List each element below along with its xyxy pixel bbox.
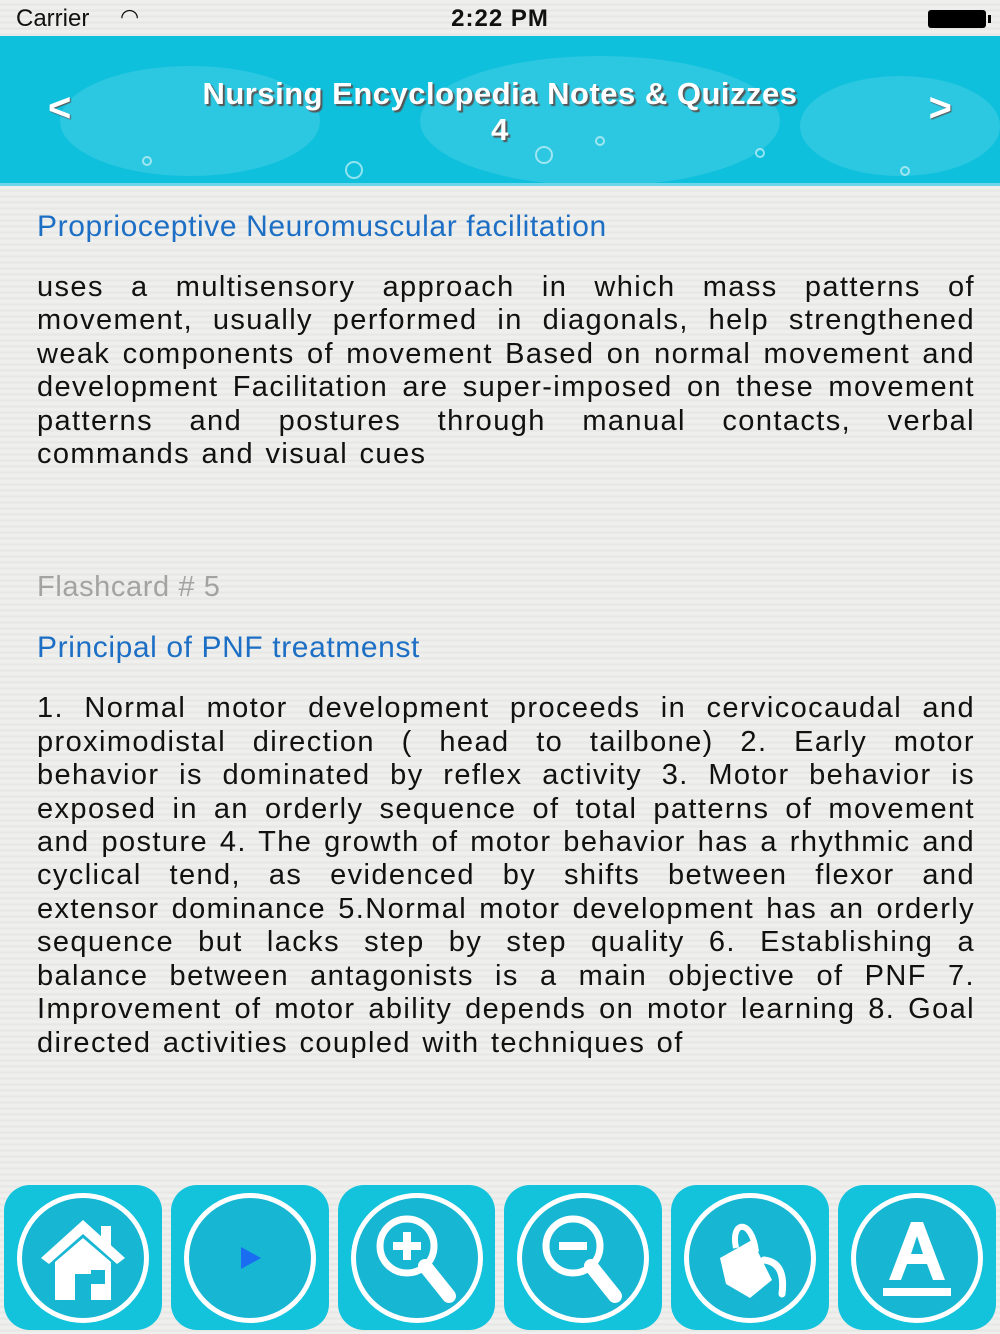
home-icon bbox=[33, 1208, 133, 1308]
bubble-decoration bbox=[345, 161, 363, 179]
play-button[interactable] bbox=[171, 1185, 329, 1330]
title-text: Nursing Encyclopedia Notes & Quizzes bbox=[202, 76, 798, 111]
title-number: 4 bbox=[491, 112, 509, 147]
card-title: Principal of PNF treatmenst bbox=[37, 631, 420, 665]
prev-button[interactable]: < bbox=[48, 86, 72, 130]
wifi-icon: ◠ bbox=[120, 4, 140, 29]
clock: 2:22 PM bbox=[451, 5, 549, 32]
font-button[interactable] bbox=[838, 1185, 996, 1330]
zoom-out-icon bbox=[533, 1208, 633, 1308]
zoom-in-icon bbox=[367, 1208, 467, 1308]
card-title: Proprioceptive Neuromuscular facilitation bbox=[37, 210, 607, 243]
card-body: uses a multisensory approach in which mass patterns of movement, usually performed in diagonals, help strengthened weak components of movement Based on normal movement and development Facilitation are super-imposed on these movement patterns and postures through manual contacts, verbal commands and visual cues bbox=[37, 271, 975, 471]
zoom-out-button[interactable] bbox=[504, 1185, 662, 1330]
header bbox=[0, 36, 1000, 186]
card-body: 1. Normal motor development proceeds in cervicocaudal and proximodistal direction ( head to tailbone) 2. Early motor behavior is dominated by reflex activity 3. Motor behavior is exposed in an orderly sequence of total patterns of movement and posture 4. The growth of motor behavior has a rhythmic and cyclical tend, as evidenced by shifts between flexor and extensor dominance 5.Normal motor development has an orderly sequence but lacks step by step quality 6. Establishing a balance between antagonists is a main objective of PNF 7. Improvement of motor ability depends on motor learning 8. Goal directed activities coupled with techniques of bbox=[37, 692, 975, 1059]
play-icon bbox=[235, 1243, 265, 1273]
flashcard-content[interactable] bbox=[37, 205, 975, 1180]
next-button[interactable]: > bbox=[928, 86, 952, 130]
zoom-in-button[interactable] bbox=[338, 1185, 496, 1330]
paint-bucket-icon bbox=[700, 1208, 800, 1308]
font-icon bbox=[867, 1208, 967, 1308]
carrier-label: Carrier bbox=[16, 5, 90, 32]
flashcard-number: Flashcard # 5 bbox=[37, 571, 221, 604]
bubble-decoration bbox=[900, 166, 910, 176]
battery-icon bbox=[928, 10, 986, 28]
page-title bbox=[120, 76, 880, 148]
bubble-decoration bbox=[142, 156, 152, 166]
background-color-button[interactable] bbox=[671, 1185, 829, 1330]
bubble-decoration bbox=[535, 146, 553, 164]
home-button[interactable] bbox=[4, 1185, 162, 1330]
bottom-toolbar bbox=[0, 1185, 1000, 1334]
status-bar bbox=[0, 0, 1000, 36]
bubble-decoration bbox=[755, 148, 765, 158]
